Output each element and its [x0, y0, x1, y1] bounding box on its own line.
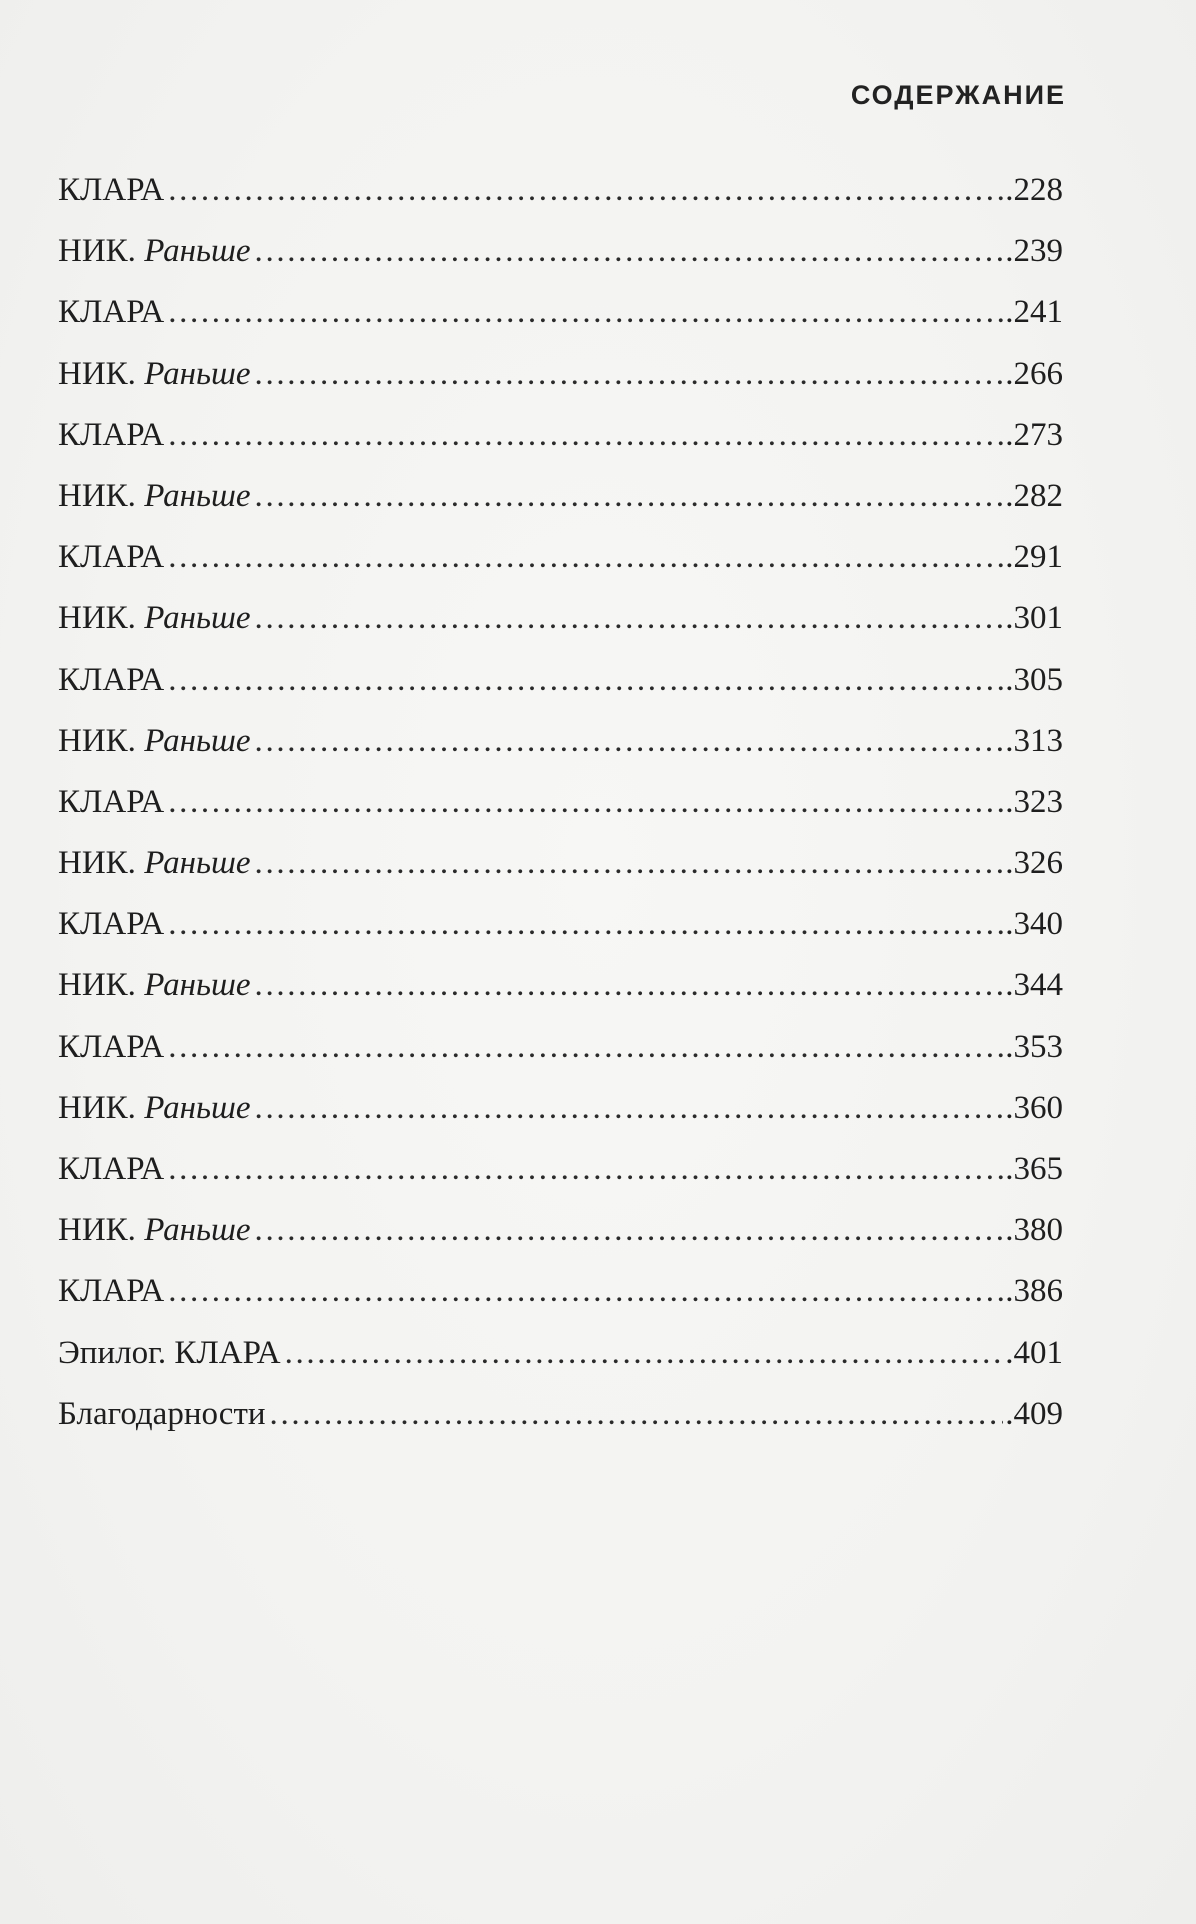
dot-leader: [168, 1017, 1003, 1078]
dot-leader: [270, 1384, 1004, 1445]
toc-entry: [58, 221, 1063, 282]
dot-leader: [255, 711, 1004, 772]
toc-entry-page: . 353: [1005, 1017, 1063, 1078]
dot-leader: [168, 650, 1003, 711]
dot-leader: [255, 466, 1004, 527]
table-of-contents: [58, 160, 1063, 1445]
toc-entry: [58, 894, 1063, 955]
toc-entry-title: КЛАРА: [58, 1273, 165, 1310]
toc-entry-page: . 305: [1005, 650, 1063, 711]
toc-entry-page: . 360: [1005, 1078, 1063, 1139]
toc-entry-title: КЛАРА: [58, 906, 165, 943]
toc-entry: [58, 466, 1063, 527]
toc-entry-title: Эпилог. КЛАРА: [58, 1334, 281, 1371]
toc-entry-title: НИК. Раньше: [58, 845, 251, 882]
dot-leader: [168, 527, 1003, 588]
toc-entry: [58, 1261, 1063, 1322]
toc-entry-page: . 323: [1005, 772, 1063, 833]
dot-leader: [168, 1261, 1003, 1322]
toc-entry-page: . 326: [1005, 833, 1063, 894]
dot-leader: [168, 405, 1003, 466]
dot-leader: [168, 160, 1003, 221]
toc-entry: [58, 588, 1063, 649]
toc-entry-page: . 380: [1005, 1200, 1063, 1261]
toc-entry-page: . 344: [1005, 955, 1063, 1016]
toc-entry-title: КЛАРА: [58, 1151, 165, 1187]
toc-entry-title: КЛАРА: [58, 783, 165, 820]
toc-entry-page: . 401: [1005, 1323, 1063, 1384]
dot-leader: [168, 282, 1003, 343]
toc-entry-page: . 340: [1005, 894, 1063, 955]
toc-entry-title: Благодарности: [58, 1395, 266, 1432]
toc-entry-title: КЛАРА: [58, 172, 165, 208]
toc-entry: [58, 405, 1063, 466]
toc-entry: [58, 955, 1063, 1016]
toc-entry-title: НИК. Раньше: [58, 355, 251, 392]
dot-leader: [255, 588, 1004, 649]
dot-leader: [285, 1323, 1004, 1384]
toc-entry: [58, 772, 1063, 833]
toc-entry-title: НИК. Раньше: [58, 967, 251, 1004]
toc-entry: [58, 160, 1063, 221]
dot-leader: [255, 833, 1004, 894]
toc-entry-page: . 266: [1005, 344, 1063, 405]
toc-entry: [58, 833, 1063, 894]
toc-entry-page: . 241: [1005, 282, 1063, 343]
toc-entry-title: КЛАРА: [58, 294, 165, 331]
toc-entry-title: НИК. Раньше: [58, 1089, 251, 1126]
toc-entry-page: . 409: [1005, 1384, 1063, 1445]
dot-leader: [255, 955, 1004, 1016]
toc-entry-page: . 282: [1005, 466, 1063, 527]
toc-entry-page: . 313: [1005, 711, 1063, 772]
toc-entry: [58, 344, 1063, 405]
toc-entry-page: . 228: [1005, 160, 1063, 221]
toc-entry: [58, 527, 1063, 588]
toc-entry-page: . 273: [1005, 405, 1063, 466]
toc-entry-title: НИК. Раньше: [58, 600, 251, 637]
toc-entry-title: КЛАРА: [58, 416, 165, 453]
toc-entry: [58, 1078, 1063, 1139]
dot-leader: [168, 772, 1003, 833]
dot-leader: [168, 894, 1003, 955]
toc-entry-page: . 239: [1005, 221, 1063, 282]
toc-entry-title: КЛАРА: [58, 539, 165, 576]
toc-entry: [58, 1017, 1063, 1078]
toc-entry-page: . 291: [1005, 527, 1063, 588]
toc-entry-title: КЛАРА: [58, 1028, 165, 1065]
toc-entry: [58, 1384, 1063, 1445]
dot-leader: [255, 1200, 1004, 1261]
toc-entry: [58, 1323, 1063, 1384]
toc-entry: [58, 282, 1063, 343]
toc-entry: [58, 650, 1063, 711]
toc-entry-page: . 365: [1005, 1139, 1063, 1200]
running-head: СОДЕРЖАНИЕ: [850, 80, 1066, 110]
toc-entry-title: НИК. Раньше: [58, 722, 251, 759]
toc-entry-title: КЛАРА: [58, 661, 165, 698]
toc-entry: [58, 1139, 1063, 1200]
toc-entry-title: НИК. Раньше: [58, 233, 251, 270]
toc-entry: [58, 711, 1063, 772]
toc-entry: [58, 1200, 1063, 1261]
dot-leader: [168, 1139, 1003, 1200]
dot-leader: [255, 221, 1004, 282]
toc-entry-title: НИК. Раньше: [58, 1212, 251, 1249]
toc-entry-page: . 386: [1005, 1261, 1063, 1322]
dot-leader: [255, 1078, 1004, 1139]
toc-entry-title: НИК. Раньше: [58, 477, 251, 514]
dot-leader: [255, 344, 1004, 405]
toc-entry-page: . 301: [1005, 588, 1063, 649]
